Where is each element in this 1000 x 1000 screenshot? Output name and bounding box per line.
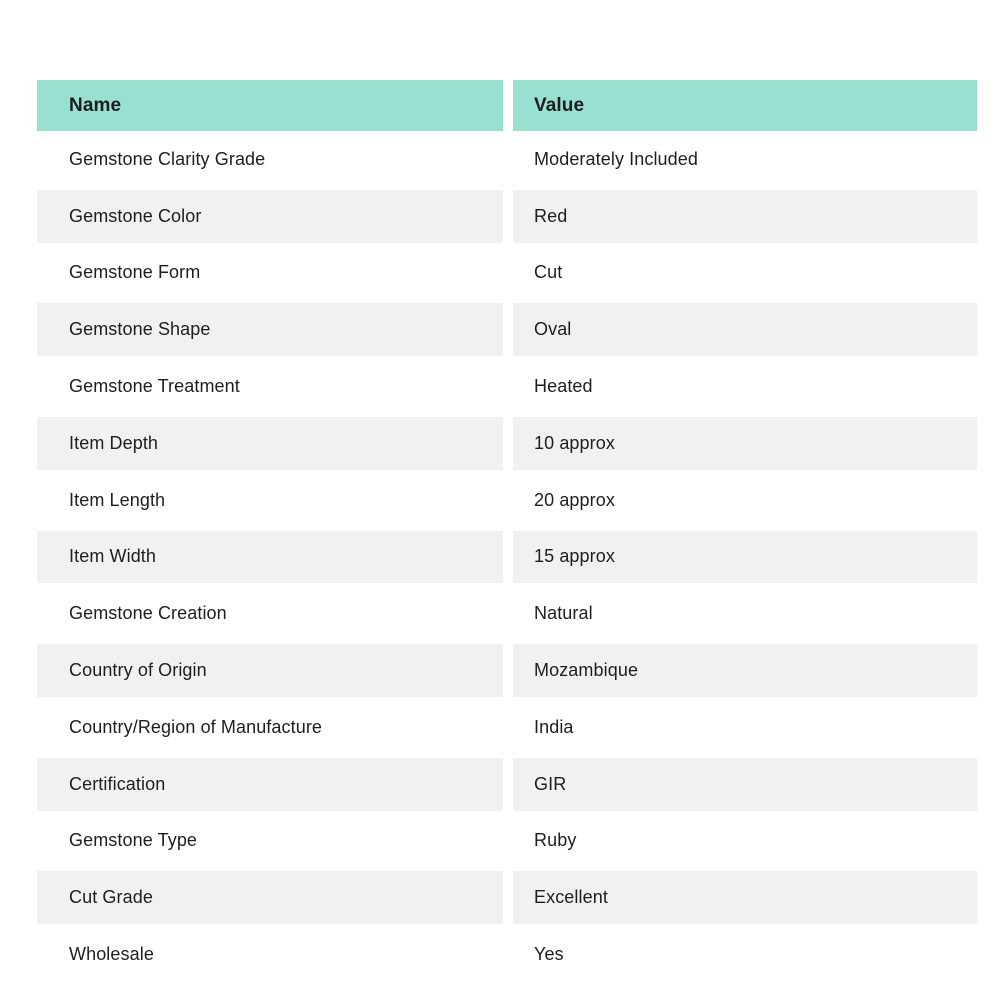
- table-row: [37, 245, 977, 302]
- row-value: Mozambique: [503, 642, 977, 699]
- table-row: [37, 756, 977, 813]
- row-value: GIR: [503, 756, 977, 813]
- row-value: India: [503, 699, 977, 756]
- row-name: Gemstone Type: [69, 830, 198, 851]
- row-value: Heated: [503, 358, 977, 415]
- row-name: Gemstone Clarity Grade: [69, 148, 266, 169]
- row-name: Gemstone Color: [37, 188, 503, 245]
- row-value: 15 approx: [503, 529, 977, 586]
- row-value: 20 approx: [503, 472, 977, 529]
- row-name: Gemstone Shape: [37, 301, 503, 358]
- row-value: Oval: [503, 301, 977, 358]
- row-name: Gemstone Creation: [69, 603, 227, 624]
- row-value: Red: [503, 188, 977, 245]
- table-row: [37, 358, 977, 415]
- column-header-name: Name: [37, 80, 503, 131]
- table-row: [37, 699, 977, 756]
- table-row: [37, 585, 977, 642]
- row-value: Yes: [503, 926, 977, 983]
- row-name: Country/Region of Manufacture: [69, 716, 323, 737]
- table-row: [37, 415, 977, 472]
- row-value: 10 approx: [503, 415, 977, 472]
- table-header-row: [37, 80, 977, 131]
- row-name: Item Length: [69, 489, 166, 510]
- table-row: [37, 642, 977, 699]
- row-value: Natural: [503, 585, 977, 642]
- row-value: Ruby: [503, 813, 977, 870]
- table-row: [37, 813, 977, 870]
- row-value: Cut: [503, 245, 977, 302]
- row-value: Excellent: [503, 869, 977, 926]
- table-row: [37, 472, 977, 529]
- column-header-value: Value: [503, 80, 977, 131]
- row-name: Cut Grade: [37, 869, 503, 926]
- row-name: Gemstone Form: [69, 262, 201, 283]
- row-value: Moderately Included: [503, 131, 977, 188]
- row-name: Gemstone Treatment: [69, 376, 240, 397]
- table-row: [37, 301, 977, 358]
- item-specifics-table: [37, 80, 977, 983]
- table-row: [37, 869, 977, 926]
- row-name: Item Width: [37, 529, 503, 586]
- table-row: [37, 131, 977, 188]
- row-name: Item Depth: [37, 415, 503, 472]
- table-row: [37, 926, 977, 983]
- row-name: Certification: [37, 756, 503, 813]
- row-name: Country of Origin: [37, 642, 503, 699]
- table-row: [37, 188, 977, 245]
- row-name: Wholesale: [69, 944, 154, 965]
- table-row: [37, 529, 977, 586]
